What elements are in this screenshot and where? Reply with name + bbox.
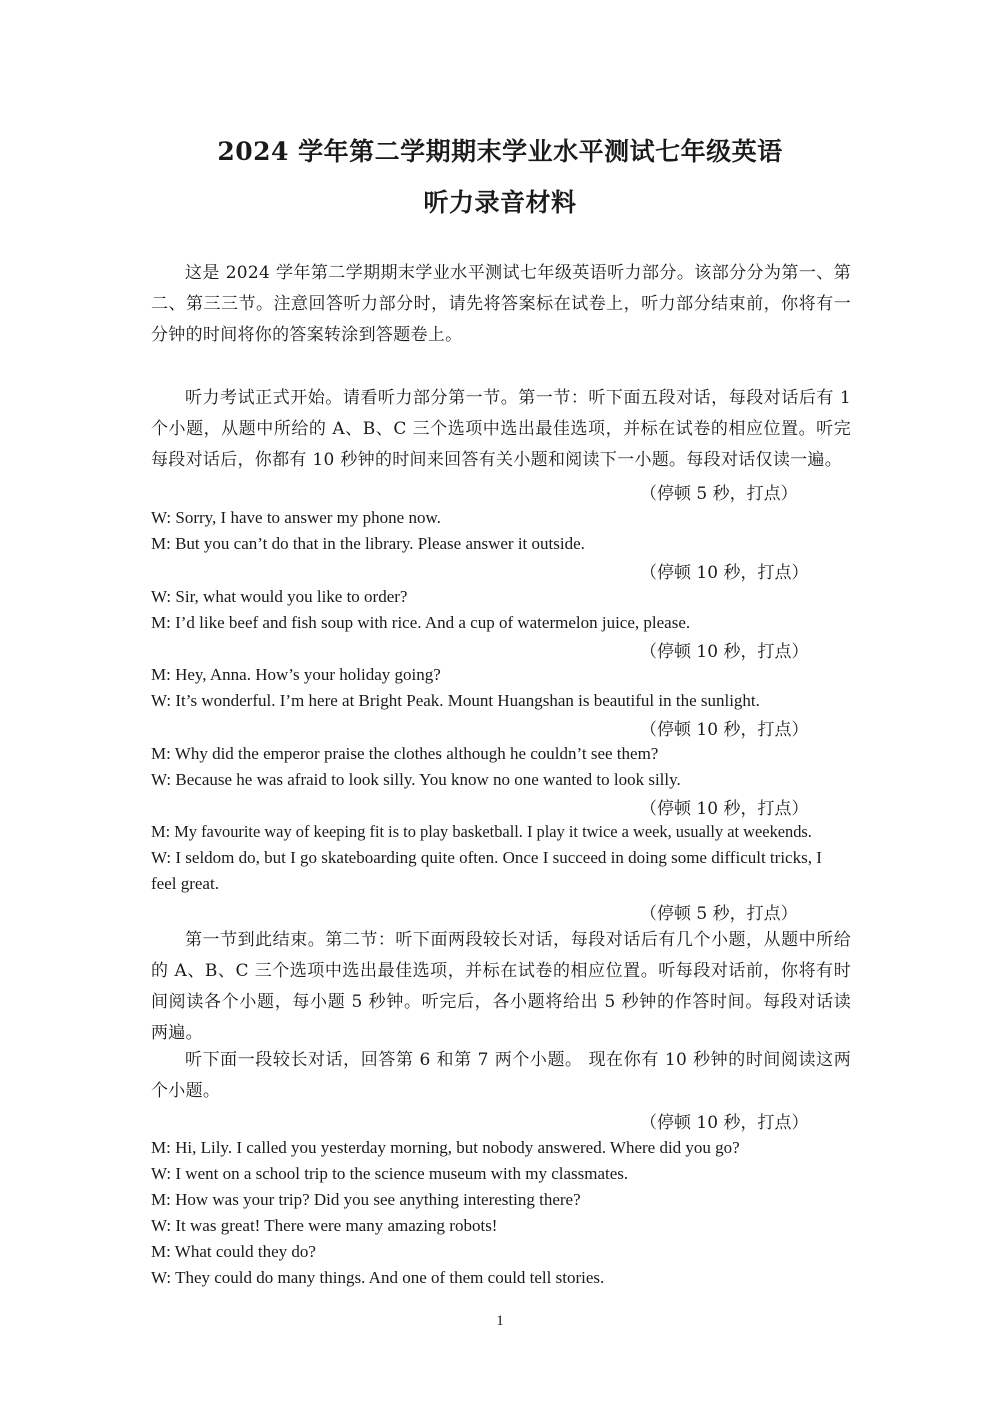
intro-paragraph: 这是 2024 学年第二学期期末学业水平测试七年级英语听力部分。该部分分为第一、第二、第三三节。注意回答听力部分时，请先将答案标在试卷上，听力部分结束前，你将有一分钟的时间将你的答案转涂到答题卷上。	[151, 263, 851, 345]
page-number: 1	[496, 1313, 504, 1329]
dialogue-line: W: It’s wonderful. I’m here at Bright Peak. Mount Huangshan is beautiful in the sunlight.	[151, 691, 760, 710]
dialogue-line: M: I’d like beef and fish soup with rice. And a cup of watermelon juice, please.	[151, 613, 691, 632]
pause-note: （停顿 10 秒，打点）	[640, 799, 809, 819]
dialogue-line: M: What could they do?	[151, 1242, 316, 1261]
pause-note: （停顿 10 秒，打点）	[640, 563, 809, 583]
dialogue-line: W: They could do many things. And one of them could tell stories.	[151, 1268, 605, 1287]
dialogue-line: W: Sorry, I have to answer my phone now.	[151, 508, 441, 527]
pause-note: （停顿 5 秒，打点）	[640, 904, 798, 924]
dialogue-line: W: Sir, what would you like to order?	[151, 587, 408, 606]
dialogue-line: W: I seldom do, but I go skateboarding quite often. Once I succeed in doing some difficult tricks, I feel great.	[151, 848, 822, 893]
pause-note: （停顿 10 秒，打点）	[640, 1113, 809, 1133]
dialogue-line: M: My favourite way of keeping fit is to play basketball. I play it twice a week, usually at weekends.	[151, 822, 812, 841]
dialogue-line: M: Hi, Lily. I called you yesterday morning, but nobody answered. Where did you go?	[151, 1138, 740, 1157]
pause-note: （停顿 5 秒，打点）	[640, 484, 798, 504]
document-subtitle: 听力录音材料	[423, 188, 577, 217]
dialogue-line: W: Because he was afraid to look silly. You know no one wanted to look silly.	[151, 770, 681, 789]
dialogue-line: M: How was your trip? Did you see anything interesting there?	[151, 1190, 581, 1209]
pause-note: （停顿 10 秒，打点）	[640, 720, 809, 740]
dialogue-line: M: Hey, Anna. How’s your holiday going?	[151, 665, 441, 684]
section1-intro: 听力考试正式开始。请看听力部分第一节。第一节：听下面五段对话，每段对话后有 1 个小题，从题中所给的 A、B、C 三个选项中选出最佳选项，并标在试卷的相应位置。听完每段对话后，你都有 10 秒钟的时间来回答有关小题和阅读下一小题。每段对话仅读一遍。	[151, 388, 851, 470]
dialogue-line: W: I went on a school trip to the science museum with my classmates.	[151, 1164, 629, 1183]
dialogue-line: W: It was great! There were many amazing robots!	[151, 1216, 498, 1235]
dialogue-line: M: Why did the emperor praise the clothes although he couldn’t see them?	[151, 744, 659, 763]
pause-note: （停顿 10 秒，打点）	[640, 642, 809, 662]
section2-intro: 第一节到此结束。第二节：听下面两段较长对话，每段对话后有几个小题，从题中所给的 A、B、C 三个选项中选出最佳选项，并标在试卷的相应位置。听每段对话前，你将有时间阅读各个小题，每小题 5 秒钟。听完后，各小题将给出 5 秒钟的作答时间。每段对话读两遍。	[151, 930, 851, 1043]
long-dialogue-intro: 听下面一段较长对话，回答第 6 和第 7 两个小题。 现在你有 10 秒钟的时间阅读这两个小题。	[151, 1050, 851, 1101]
document-title: 2024 学年第二学期期末学业水平测试七年级英语	[217, 137, 783, 166]
dialogue-line: M: But you can’t do that in the library. Please answer it outside.	[151, 534, 585, 553]
